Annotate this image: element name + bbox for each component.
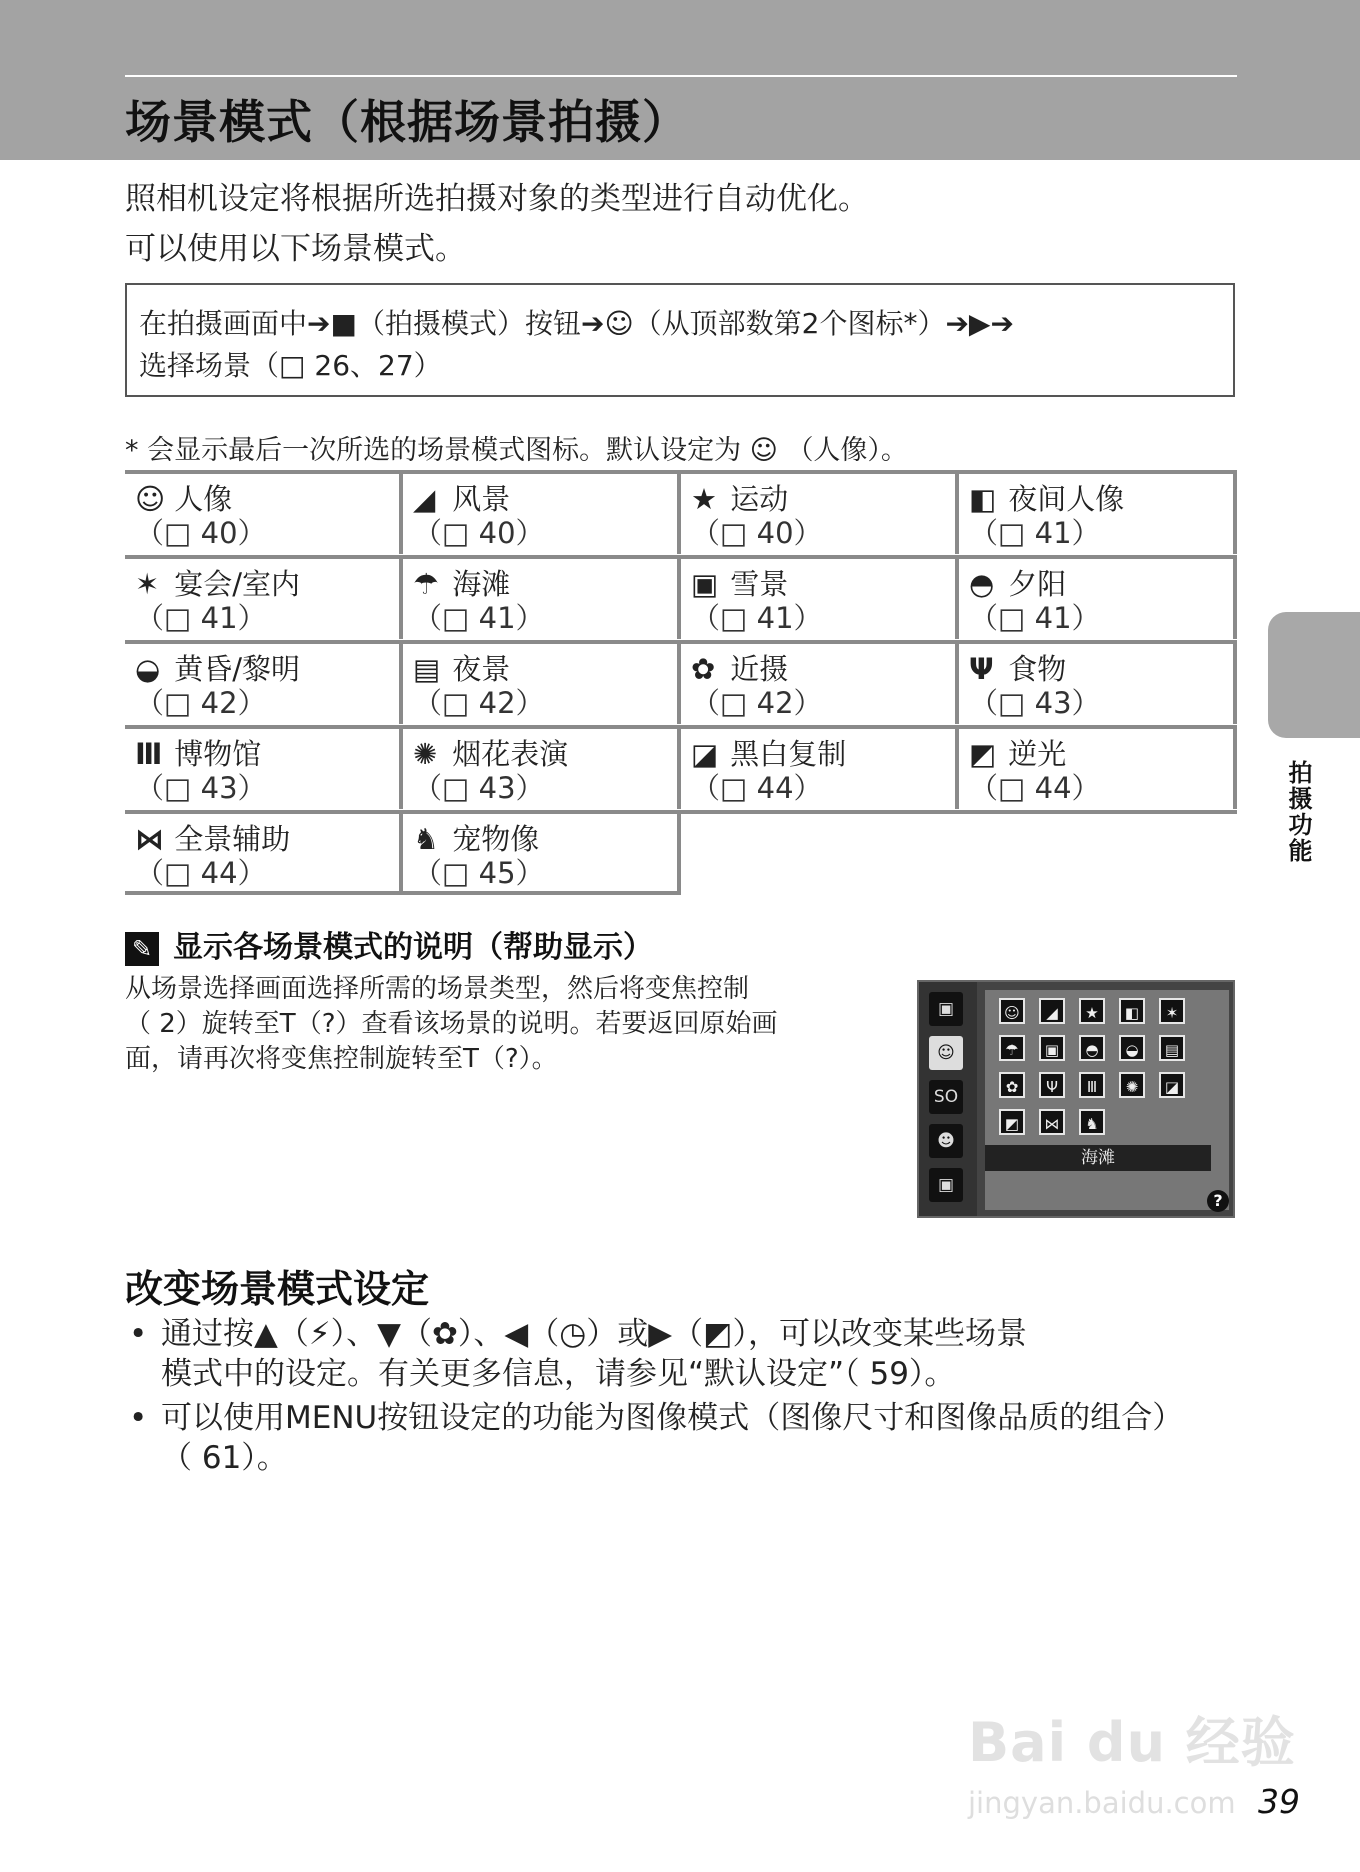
scene-name: 烟花表演: [452, 737, 569, 771]
scene-name: 夜景: [452, 652, 511, 686]
scene-name: 雪景: [730, 567, 789, 601]
scene-name-line: [969, 567, 1233, 601]
paren-close: ）: [237, 856, 267, 890]
scene-page-ref: [413, 601, 677, 635]
scene-name: 夜间人像: [1008, 482, 1125, 516]
scene-tile-icon: ◒: [1119, 1035, 1145, 1061]
scene-name-line: [135, 482, 399, 516]
scene-page-number: 44: [1034, 771, 1072, 805]
scene-tile-icon: ☺: [999, 998, 1025, 1024]
dusk-dawn-icon: ◒: [135, 652, 161, 686]
scene-name-line: [969, 482, 1233, 516]
scene-tile-icon: ◓: [1079, 1035, 1105, 1061]
scene-page-ref: [413, 516, 677, 550]
scene-tile-icon: ◧: [1119, 998, 1145, 1024]
scene-page-number: 41: [200, 601, 238, 635]
camera-screen-illustration: [917, 980, 1235, 1218]
scene-cell-museum: [125, 725, 403, 809]
paren-close: ）: [515, 516, 545, 550]
scene-name: 黄昏/黎明: [174, 652, 300, 686]
scene-page-ref: [413, 771, 677, 805]
scene-page-ref: [135, 856, 399, 890]
help-heading: [125, 922, 653, 965]
intro-line-2: 可以使用以下场景模式。: [125, 231, 466, 267]
scene-name-line: [413, 652, 677, 686]
bullet-list: [125, 1314, 1235, 1482]
paren-close: ）: [793, 516, 823, 550]
book-icon: □: [279, 349, 306, 382]
book-icon: （□: [135, 601, 201, 635]
paren-close: ）: [237, 516, 267, 550]
scene-page-ref: [969, 771, 1233, 805]
scene-name: 近摄: [730, 652, 789, 686]
scene-name-line: [135, 567, 399, 601]
beach-icon: ☂: [413, 567, 439, 601]
scene-tile-icon: ✶: [1159, 998, 1185, 1024]
paren-close: ）: [1071, 686, 1101, 720]
scene-page-ref: [691, 771, 955, 805]
scene-name-line: [691, 567, 955, 601]
scene-page-ref: [969, 686, 1233, 720]
scene-name-line: [969, 652, 1233, 686]
book-icon: （□: [413, 516, 479, 550]
scene-name-line: [691, 737, 955, 771]
scene-page-number: 42: [756, 686, 794, 720]
book-icon: （□: [969, 686, 1035, 720]
paren-close: ）: [515, 601, 545, 635]
scene-page-number: 40: [478, 516, 516, 550]
scene-name: 风景: [452, 482, 511, 516]
help-line-2: （ 2）旋转至T（?）查看该场景的说明。若要返回原始画: [125, 1009, 778, 1039]
help-icon: ?: [1207, 1190, 1229, 1212]
scene-page-number: 41: [1034, 516, 1072, 550]
scene-name: 食物: [1008, 652, 1067, 686]
scene-page-number: 40: [200, 516, 238, 550]
paren-close: ）: [237, 601, 267, 635]
scene-name: 博物馆: [174, 737, 262, 771]
scene-page-ref: [691, 516, 955, 550]
scene-cell-food: [959, 640, 1237, 724]
party-icon: ✶: [135, 567, 160, 601]
arrow-icon: ➔: [580, 307, 605, 340]
page-number: 39: [1258, 1782, 1300, 1821]
camera-mode-sidebar: [919, 982, 977, 1216]
scene-name: 黑白复制: [730, 737, 847, 771]
book-icon: （□: [691, 771, 757, 805]
scene-page-number: 44: [200, 856, 238, 890]
paren-close: ）: [515, 771, 545, 805]
scene-name-line: [135, 652, 399, 686]
scene-page-number: 42: [200, 686, 238, 720]
scene-cell-backlight: [959, 725, 1237, 809]
scene-name: 宴会/室内: [174, 567, 300, 601]
book-icon: （□: [413, 771, 479, 805]
bullet-1-line-1: • 通过按▲（⚡）、▼（✿）、◀（◷）或▶（◩），可以改变某些场景: [161, 1316, 1027, 1352]
paren-close: ）: [1071, 601, 1101, 635]
scene-cell-copy: [681, 725, 959, 809]
book-icon: （□: [135, 856, 201, 890]
scene-tile-icon: ♞: [1079, 1109, 1105, 1135]
book-icon: （□: [691, 686, 757, 720]
book-icon: （□: [413, 601, 479, 635]
scene-cell-landscape: [403, 470, 681, 554]
baidu-url: jingyan.baidu.com: [968, 1786, 1236, 1820]
chapter-label: 拍摄功能: [1284, 760, 1312, 864]
bullet-1-line-2: 模式中的设定。有关更多信息，请参见“默认设定”（ 59）。: [161, 1356, 956, 1392]
scene-page-number: 45: [478, 856, 516, 890]
scene-page-number: 41: [1034, 601, 1072, 635]
fireworks-icon: ✺: [413, 737, 438, 771]
scene-name-line: [969, 737, 1233, 771]
portrait-icon: ☺: [749, 435, 778, 466]
intro-line-1: 照相机设定将根据所选拍摄对象的类型进行自动优化。: [125, 181, 869, 217]
copy-icon: ◪: [691, 737, 719, 771]
header-band: [0, 0, 1360, 160]
scene-mode-table: [125, 470, 1237, 894]
paren-close: ）: [793, 771, 823, 805]
nav-step-1: 在拍摄画面中: [139, 307, 308, 340]
scene-tile-icon: ★: [1079, 998, 1105, 1024]
table-rule: [681, 810, 1237, 814]
scene-page-number: 43: [478, 771, 516, 805]
scene-cell-portrait: [125, 470, 403, 554]
paren-close: ）: [1071, 516, 1101, 550]
paren-close: ）: [793, 686, 823, 720]
scene-cell-panorama: [125, 810, 403, 894]
scene-tile-icon: ◩: [999, 1109, 1025, 1135]
book-icon: （□: [691, 601, 757, 635]
scene-tile-icon: ⋈: [1039, 1109, 1065, 1135]
portrait-icon: ☺: [135, 482, 166, 516]
scene-tile-icon: ▤: [1159, 1035, 1185, 1061]
book-icon: （□: [135, 771, 201, 805]
book-icon: （□: [135, 686, 201, 720]
scene-cell-sports: [681, 470, 959, 554]
scene-cell-night-portrait: [959, 470, 1237, 554]
scene-cell-dusk-dawn: [125, 640, 403, 724]
pencil-icon: ✎: [125, 932, 159, 966]
book-icon: （□: [969, 516, 1035, 550]
camera-icon: ■: [330, 307, 357, 340]
camera-sidebar-button: ▣: [929, 992, 963, 1026]
scene-cell-night-landscape: [403, 640, 681, 724]
scene-name: 宠物像: [452, 822, 540, 856]
scene-cell-party: [125, 555, 403, 639]
paren-close: ）: [237, 771, 267, 805]
help-title: 显示各场景模式的说明（帮助显示）: [173, 930, 653, 965]
scene-name: 全景辅助: [174, 822, 291, 856]
scene-page-ref: [413, 686, 677, 720]
pet-icon: ♞: [413, 822, 439, 856]
scene-name: 人像: [174, 482, 233, 516]
sports-icon: ★: [691, 482, 717, 516]
paren-close: ）: [515, 686, 545, 720]
scene-page-number: 43: [1034, 686, 1072, 720]
scene-name-line: [413, 482, 677, 516]
bullet-2-line-2: （ 61）。: [161, 1440, 288, 1476]
table-rule: [125, 891, 681, 895]
scene-tile-icon: ▣: [1039, 1035, 1065, 1061]
scene-page-number: 43: [200, 771, 238, 805]
bullet-item: [125, 1314, 1235, 1394]
camera-sidebar-button: SO: [929, 1080, 963, 1114]
nav-line-1: [139, 303, 1221, 345]
scene-page-ref: [135, 516, 399, 550]
camera-sidebar-button: ▣: [929, 1168, 963, 1202]
scene-cell-closeup: [681, 640, 959, 724]
nav-select-scene: 选择场景（: [139, 349, 280, 382]
scene-tile-icon: ☂: [999, 1035, 1025, 1061]
paren-close: ）: [1071, 771, 1101, 805]
scene-page-ref: [135, 686, 399, 720]
food-icon: Ψ: [969, 652, 994, 686]
book-icon: （□: [135, 516, 201, 550]
baidu-logo: Bai du 经验: [968, 1711, 1296, 1774]
scene-name: 逆光: [1008, 737, 1067, 771]
book-icon: （□: [413, 686, 479, 720]
help-text: [125, 972, 885, 1077]
scene-name-line: [135, 737, 399, 771]
nav-close: ）: [413, 349, 442, 382]
scene-name-line: [413, 567, 677, 601]
camera-sidebar-button: ☻: [929, 1124, 963, 1158]
scene-name-line: [135, 822, 399, 856]
scene-tile-icon: Ⅲ: [1079, 1072, 1105, 1098]
scene-page-number: 41: [756, 601, 794, 635]
selected-scene-label: 海滩: [985, 1145, 1211, 1171]
paren-close: ）: [793, 601, 823, 635]
book-icon: （□: [691, 516, 757, 550]
footnote: [125, 428, 908, 467]
scene-cell-beach: [403, 555, 681, 639]
page-title: 场景模式（根据场景拍摄）: [125, 95, 689, 149]
scene-name-line: [413, 737, 677, 771]
panorama-icon: ⋈: [135, 822, 164, 856]
bullet-item: [125, 1398, 1235, 1478]
scene-cell-snow: [681, 555, 959, 639]
footnote-default: （人像）。: [786, 435, 908, 466]
camera-sidebar-button: ☺: [929, 1036, 963, 1070]
scene-tile-icon: Ψ: [1039, 1072, 1065, 1098]
backlight-icon: ◩: [969, 737, 997, 771]
scene-page-ref: [691, 686, 955, 720]
scene-page-ref: [135, 771, 399, 805]
night-landscape-icon: ▤: [413, 652, 441, 686]
scene-tile-icon: ✿: [999, 1072, 1025, 1098]
scene-page-number: 40: [756, 516, 794, 550]
book-icon: （□: [969, 601, 1035, 635]
landscape-icon: ◢: [413, 482, 436, 516]
scene-tile-icon: ◪: [1159, 1072, 1185, 1098]
scene-page-number: 44: [756, 771, 794, 805]
bullet-2-line-1: • 可以使用MENU按钮设定的功能为图像模式（图像尺寸和图像品质的组合）: [161, 1400, 1184, 1436]
nav-step-3: （从顶部数第2个图标*）: [633, 307, 946, 340]
scene-page-ref: [969, 516, 1233, 550]
scene-name: 夕阳: [1008, 567, 1067, 601]
arrow-icon: ➔: [307, 307, 331, 340]
paren-close: ）: [237, 686, 267, 720]
nav-pages: 26、27: [314, 349, 414, 382]
section-title: 改变场景模式设定: [125, 1267, 430, 1311]
scene-name: 运动: [730, 482, 789, 516]
sunset-icon: ◓: [969, 567, 995, 601]
scene-cell-sunset: [959, 555, 1237, 639]
paren-close: ）: [515, 856, 545, 890]
scene-tile-icon: ◢: [1039, 998, 1065, 1024]
scene-name-line: [691, 482, 955, 516]
museum-icon: Ⅲ: [135, 737, 163, 771]
help-line-3: 面，请再次将变焦控制旋转至T（?）。: [125, 1044, 558, 1074]
portrait-icon: ☺: [604, 307, 634, 340]
scene-cell-fireworks: [403, 725, 681, 809]
scene-tile-icon: ✺: [1119, 1072, 1145, 1098]
snow-icon: ▣: [691, 567, 719, 601]
header-rule: [125, 75, 1237, 77]
arrow-icon: ➔▶➔: [945, 307, 1014, 340]
scene-page-ref: [135, 601, 399, 635]
chapter-tab: [1268, 612, 1360, 738]
navigation-box: [125, 283, 1235, 397]
scene-cell-pet: [403, 810, 681, 894]
nav-step-2: （拍摄模式）按钮: [356, 307, 581, 340]
scene-page-number: 41: [478, 601, 516, 635]
closeup-icon: ✿: [691, 652, 716, 686]
intro-text: [125, 174, 869, 274]
scene-page-ref: [413, 856, 677, 890]
scene-name-line: [691, 652, 955, 686]
night-portrait-icon: ◧: [969, 482, 997, 516]
scene-name: 海滩: [452, 567, 511, 601]
scene-page-number: 42: [478, 686, 516, 720]
scene-page-ref: [969, 601, 1233, 635]
scene-page-ref: [691, 601, 955, 635]
book-icon: （□: [969, 771, 1035, 805]
book-icon: （□: [413, 856, 479, 890]
footnote-text: * 会显示最后一次所选的场景模式图标。默认设定为: [125, 435, 742, 466]
scene-selection-panel: [985, 990, 1229, 1210]
help-line-1: 从场景选择画面选择所需的场景类型，然后将变焦控制: [125, 974, 750, 1004]
nav-line-2: [139, 345, 1221, 387]
scene-name-line: [413, 822, 677, 856]
